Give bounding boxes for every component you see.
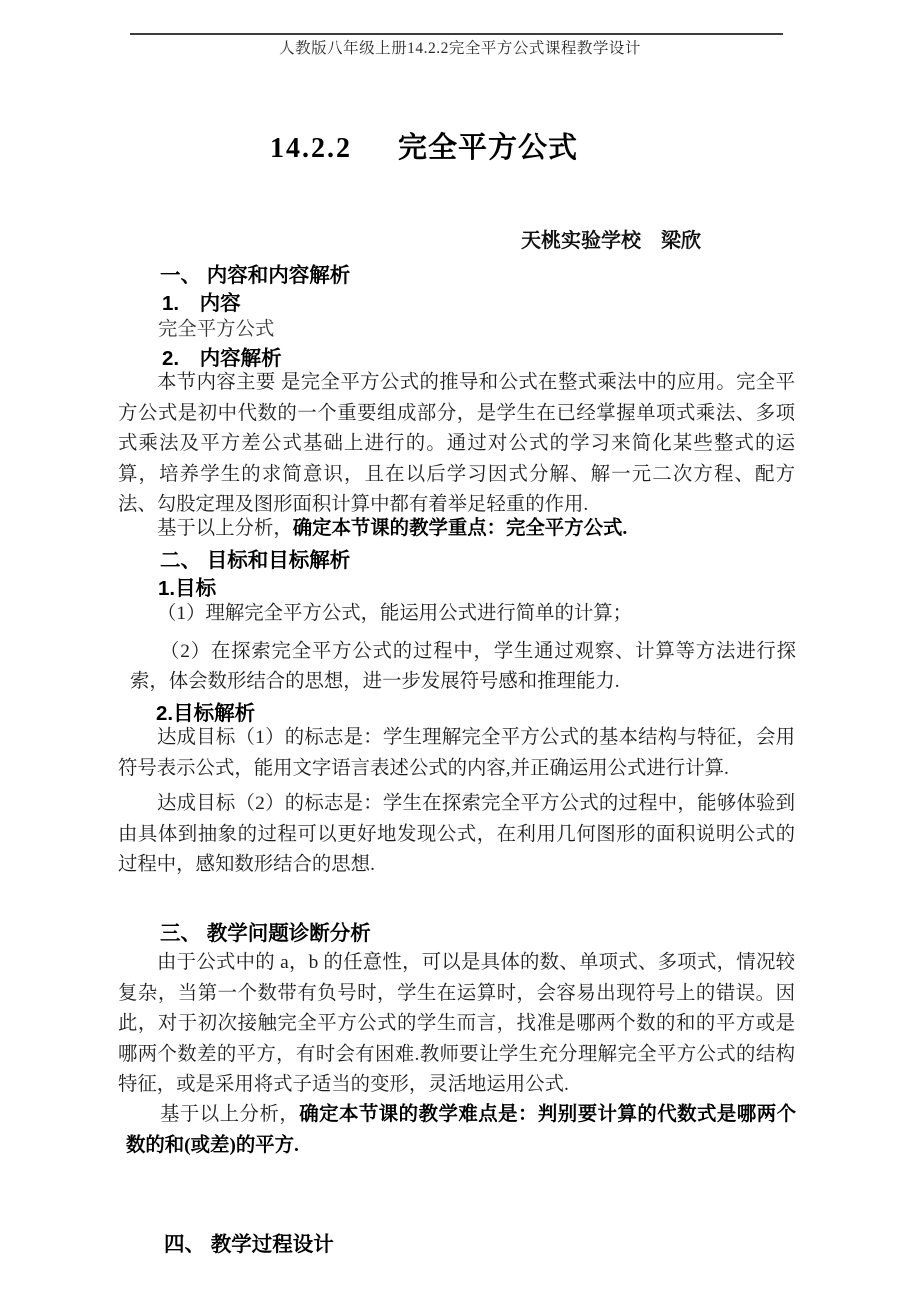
- subheading-goals: 1.目标: [158, 577, 217, 600]
- header-rule: [130, 33, 783, 35]
- subheading-content: 1. 内容: [162, 292, 241, 315]
- difficulty-prefix: 基于以上分析，: [160, 1104, 300, 1125]
- content-analysis-paragraph: 本节内容主要 是完全平方公式的推导和公式在整式乘法中的应用。完全平方公式是初中代数的一个重要组成部分，是学生在已经掌握单项式乘法、多项式乘法及平方差公式基础上进行的。通过对公式的学习来简化某些整式的运算，培养学生的求简意识，且在以后学习因式分解、解一元二次方程、配方法、勾股定理及图形面积计算中都有着举足轻重的作用.: [118, 372, 795, 515]
- goal-analysis-paragraph-2: 达成目标（2）的标志是：学生在探索完全平方公式的过程中，能够体验到由具体到抽象的过程可以更好地发现公式，在利用几何图形的面积说明公式的过程中，感知数形结合的思想.: [118, 793, 795, 875]
- goal-item-1: （1）理解完全平方公式，能运用公式进行简单的计算；: [157, 603, 633, 624]
- page-header-text: 人教版八年级上册14.2.2完全平方公式课程教学设计: [279, 40, 641, 57]
- section-heading-diagnosis: 三、 教学问题诊断分析: [160, 922, 371, 945]
- diagnosis-paragraph: 由于公式中的 a，b 的任意性，可以是具体的数、单项式、多项式，情况较复杂，当第一个数带有负号时，学生在运算时，会容易出现符号上的错误。因此，对于初次接触完全平方公式的学生而言，找准是哪两个数的和的平方或是哪两个数差的平方，有时会有困难.教师要让学生充分理解完全平方公式的结构特征，或是采用将式子适当的变形，灵活地运用公式.: [118, 952, 795, 1095]
- difficulty-bold-text: 确定本节课的教学难点是：判别要计算的代数式是哪两个数的和(或差)的平方.: [126, 1104, 796, 1156]
- document-title: [270, 125, 578, 166]
- section-heading-process: 四、 教学过程设计: [164, 1233, 334, 1256]
- subheading-goal-analysis: 2.目标解析: [156, 702, 256, 725]
- section-heading-goals: 二、 目标和目标解析: [160, 549, 351, 572]
- focus-bold-text: 确定本节课的教学重点：完全平方公式.: [292, 518, 628, 539]
- author-line: 天桃实验学校 梁欣: [521, 230, 701, 252]
- goal-item-2: （2）在探索完全平方公式的过程中，学生通过观察、计算等方法进行探索，体会数形结合的思想，进一步发展符号感和推理能力.: [130, 641, 796, 692]
- teaching-focus-paragraph: [118, 514, 795, 545]
- goal-analysis-paragraph-1: 达成目标（1）的标志是：学生理解完全平方公式的基本结构与特征，会用符号表示公式，能用文字语言表述公式的内容,并正确运用公式进行计算.: [118, 727, 795, 779]
- subheading-content-analysis: 2. 内容解析: [162, 347, 282, 370]
- section-heading-content: 一、 内容和内容解析: [160, 264, 351, 287]
- title-text: 完全平方公式: [398, 132, 579, 164]
- title-section-number: 14.2.2: [270, 133, 352, 164]
- focus-prefix: 基于以上分析，: [157, 518, 293, 539]
- teaching-difficulty-paragraph: [126, 1099, 796, 1161]
- content-line: 完全平方公式: [158, 319, 275, 340]
